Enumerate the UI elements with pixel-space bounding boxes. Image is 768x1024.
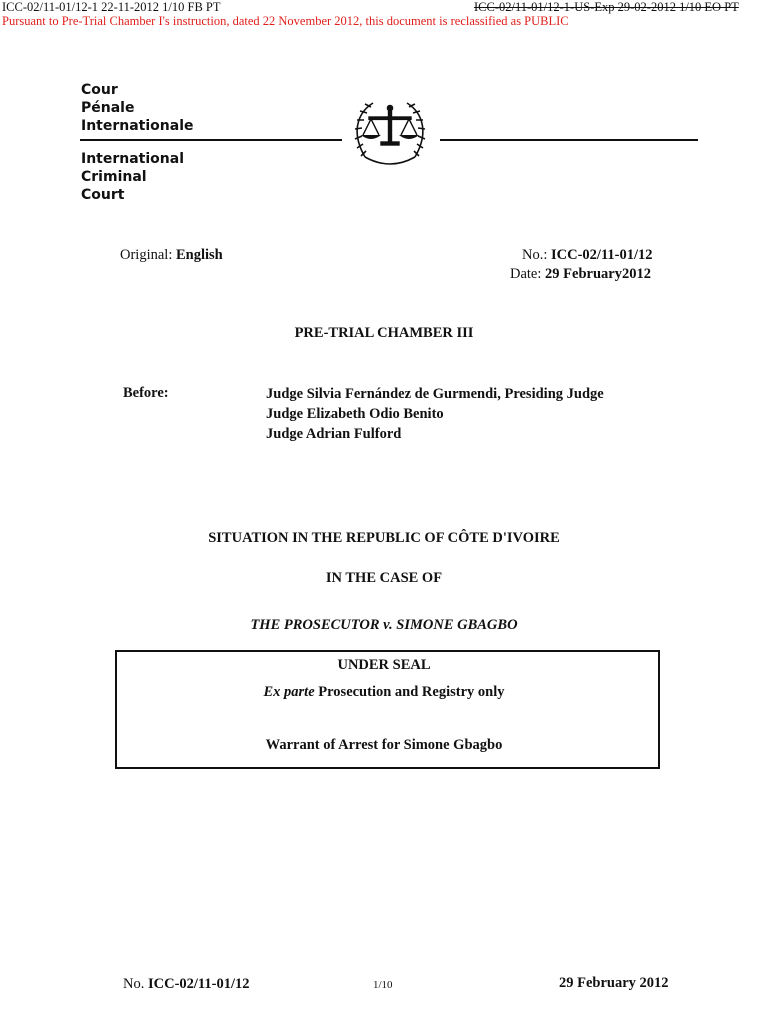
struck-document-stamp: ICC-02/11-01/12-1-US-Exp 29-02-2012 1/10 EO PT (474, 0, 739, 14)
case-intro: IN THE CASE OF (325, 570, 443, 586)
before-label: Before: (123, 385, 169, 401)
judges-list (266, 384, 604, 444)
case-name: THE PROSECUTOR v. SIMONE GBAGBO (250, 617, 518, 633)
under-seal-heading: UNDER SEAL (337, 657, 431, 673)
chamber-title: PRE-TRIAL CHAMBER III (294, 325, 474, 341)
court-en-line-2: Criminal (81, 169, 147, 185)
scales-of-justice-icon (343, 95, 437, 171)
court-name-french (81, 81, 194, 135)
judge-third: Judge Adrian Fulford (266, 426, 402, 442)
ex-parte-term: Ex parte (263, 684, 315, 700)
date-value: 29 February2012 (545, 266, 651, 282)
judge-presiding: Judge Silvia Fernández de Gurmendi, Presiding Judge (266, 386, 604, 402)
header-rule-left (80, 139, 342, 141)
court-en-line-3: Court (81, 187, 125, 203)
case-number-line (522, 247, 653, 264)
reclassification-notice: Pursuant to Pre-Trial Chamber I's instruction, dated 22 November 2012, this document is reclassified as PUBLIC (2, 14, 569, 28)
ex-parte-line (0, 684, 768, 701)
court-en-line-1: International (81, 151, 185, 167)
header-rule-right (440, 139, 698, 141)
footer-no-prefix: No. (123, 976, 148, 992)
court-fr-line-1: Cour (81, 82, 118, 98)
judge-second: Judge Elizabeth Odio Benito (266, 406, 444, 422)
footer-date: 29 February 2012 (559, 975, 669, 991)
case-number-value: ICC-02/11-01/12 (551, 247, 653, 263)
case-number-label: No.: (522, 247, 548, 263)
footer-case-number (123, 976, 249, 993)
court-fr-line-3: Internationale (81, 118, 194, 134)
document-title: Warrant of Arrest for Simone Gbagbo (265, 737, 503, 753)
footer-no-value: ICC-02/11-01/12 (147, 976, 250, 992)
original-label: Original: (120, 247, 173, 263)
situation-title: SITUATION IN THE REPUBLIC OF CÔTE D'IVOIRE (208, 530, 560, 546)
document-stamp: ICC-02/11-01/12-1 22-11-2012 1/10 FB PT (2, 0, 221, 14)
original-language-value: English (175, 247, 223, 263)
ex-parte-recipients: Prosecution and Registry only (314, 684, 505, 700)
court-name-english (81, 150, 184, 204)
original-language-line (120, 247, 223, 264)
court-fr-line-2: Pénale (81, 100, 135, 116)
date-label: Date: (510, 266, 542, 282)
date-line (510, 266, 651, 283)
page-number: 1/10 (373, 979, 393, 991)
